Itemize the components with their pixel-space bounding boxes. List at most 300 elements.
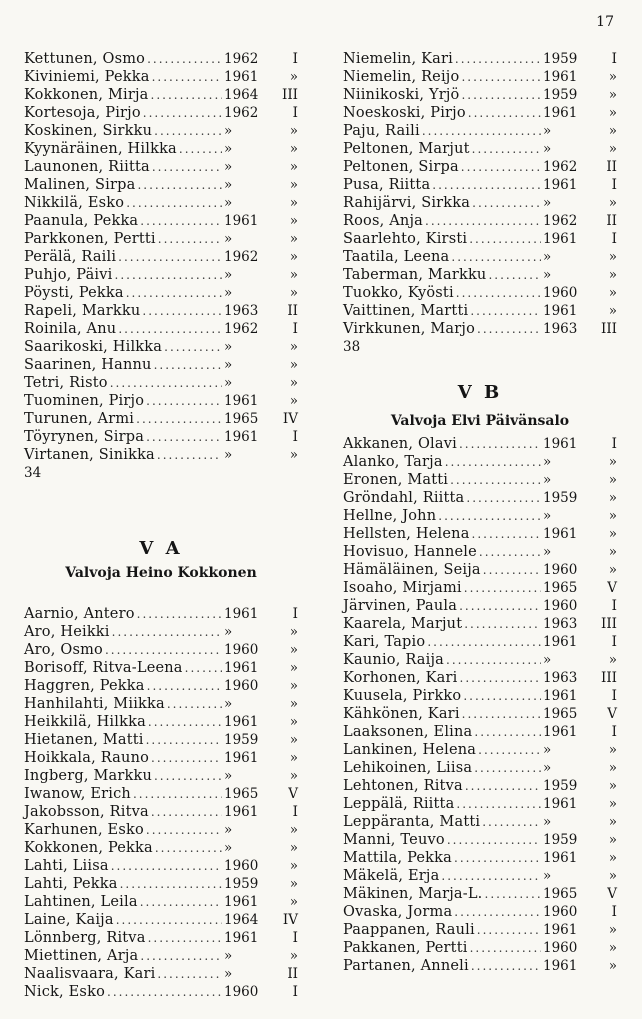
- leader-dots: [167, 695, 222, 713]
- list-item: [343, 831, 617, 849]
- class-heading: V A: [139, 538, 183, 559]
- birth-year: »: [543, 868, 552, 884]
- leader-dots: [470, 939, 541, 957]
- leader-dots: [485, 885, 542, 903]
- list-item: [343, 86, 617, 104]
- student-name: Peltonen, Marjut: [343, 141, 470, 157]
- class-level: IV: [282, 912, 298, 928]
- list-item: [24, 86, 298, 104]
- class-level: »: [608, 303, 617, 319]
- birth-year: 1961: [224, 714, 259, 730]
- leader-dots: [142, 302, 222, 320]
- birth-year: 1961: [224, 894, 259, 910]
- birth-year: 1965: [543, 580, 578, 596]
- list-item: [24, 659, 298, 677]
- leader-dots: [152, 68, 222, 86]
- student-name: Mäkelä, Erja: [343, 868, 440, 884]
- list-item: [24, 929, 298, 947]
- birth-year: »: [543, 249, 552, 265]
- list-item: [24, 194, 298, 212]
- student-name: Kaunio, Raija: [343, 652, 445, 668]
- class-level: III: [601, 670, 617, 686]
- leader-dots: [146, 731, 222, 749]
- birth-year: 1961: [224, 930, 259, 946]
- class-level: »: [608, 742, 617, 758]
- leader-dots: [474, 723, 541, 741]
- list-item: [343, 687, 617, 705]
- leader-dots: [157, 446, 222, 464]
- student-name: Noeskoski, Pirjo: [343, 105, 466, 121]
- list-item: [24, 122, 298, 140]
- student-name: Peltonen, Sirpa: [343, 159, 459, 175]
- leader-dots: [140, 212, 222, 230]
- birth-year: 1960: [224, 642, 259, 658]
- class-heading: V B: [457, 382, 503, 403]
- leader-dots: [447, 831, 541, 849]
- leader-dots: [143, 104, 222, 122]
- student-name: Nick, Esko: [24, 984, 105, 1000]
- list-item: [343, 122, 617, 140]
- list-item: [24, 767, 298, 785]
- birth-year: »: [543, 472, 552, 488]
- list-item: [24, 893, 298, 911]
- leader-dots: [470, 302, 541, 320]
- class-level: »: [608, 141, 617, 157]
- student-name: Manni, Teuvo: [343, 832, 445, 848]
- birth-year: 1961: [224, 660, 259, 676]
- student-name: Virkkunen, Marjo: [343, 321, 476, 337]
- student-name: Malinen, Sirpa: [24, 177, 136, 193]
- class-level: I: [611, 634, 617, 650]
- class-level: IV: [282, 411, 298, 427]
- leader-dots: [464, 615, 541, 633]
- class-level: »: [289, 213, 298, 229]
- birth-year: 1963: [543, 670, 578, 686]
- birth-year: 1959: [224, 876, 259, 892]
- list-item: [24, 68, 298, 86]
- leader-dots: [137, 176, 222, 194]
- leader-dots: [112, 623, 222, 641]
- class-level: »: [608, 87, 617, 103]
- list-item: [24, 875, 298, 893]
- class-level: I: [292, 51, 298, 67]
- leader-dots: [456, 795, 541, 813]
- class-level: »: [608, 454, 617, 470]
- class-level: II: [287, 966, 298, 982]
- student-name: Nikkilä, Esko: [24, 195, 125, 211]
- birth-year: »: [224, 357, 233, 373]
- student-name: Töyrynen, Sirpa: [24, 429, 145, 445]
- class-level: »: [608, 760, 617, 776]
- list-item: [24, 821, 298, 839]
- leader-dots: [111, 857, 222, 875]
- student-name: Vaittinen, Martti: [343, 303, 469, 319]
- birth-year: »: [543, 508, 552, 524]
- student-name: Leppäranta, Matti: [343, 814, 481, 830]
- birth-year: 1960: [543, 285, 578, 301]
- class-level: »: [289, 177, 298, 193]
- class-level: I: [611, 177, 617, 193]
- list-item: [343, 669, 617, 687]
- leader-dots: [179, 140, 222, 158]
- list-item: [24, 212, 298, 230]
- leader-dots: [146, 821, 222, 839]
- list-item: [343, 795, 617, 813]
- class-level: »: [608, 814, 617, 830]
- leader-dots: [472, 525, 541, 543]
- list-item: [343, 248, 617, 266]
- student-count: 34: [24, 465, 42, 481]
- birth-year: »: [543, 760, 552, 776]
- student-name: Rahijärvi, Sirkka: [343, 195, 471, 211]
- leader-dots: [152, 158, 222, 176]
- class-level: »: [608, 778, 617, 794]
- leader-dots: [118, 248, 222, 266]
- student-name: Eronen, Matti: [343, 472, 449, 488]
- list-item: [24, 104, 298, 122]
- class-level: II: [606, 213, 617, 229]
- birth-year: 1962: [224, 249, 259, 265]
- birth-year: »: [224, 840, 233, 856]
- birth-year: 1960: [543, 598, 578, 614]
- list-item: [24, 983, 298, 1001]
- student-name: Kuusela, Pirkko: [343, 688, 462, 704]
- student-name: Hovisuo, Hannele: [343, 544, 477, 560]
- class-level: »: [608, 490, 617, 506]
- leader-dots: [477, 320, 541, 338]
- birth-year: 1961: [224, 429, 259, 445]
- student-name: Korhonen, Kari: [343, 670, 458, 686]
- birth-year: 1961: [543, 688, 578, 704]
- class-level: »: [289, 768, 298, 784]
- list-item: [343, 507, 617, 525]
- birth-year: »: [224, 195, 233, 211]
- leader-dots: [120, 875, 222, 893]
- class-level: »: [608, 562, 617, 578]
- list-item: [343, 212, 617, 230]
- leader-dots: [107, 983, 222, 1001]
- list-item: [343, 705, 617, 723]
- list-item: [343, 284, 617, 302]
- student-name: Niemelin, Kari: [343, 51, 453, 67]
- list-item: [24, 803, 298, 821]
- class-level: III: [282, 87, 298, 103]
- class-list-top-right: [343, 50, 617, 338]
- student-name: Pakkanen, Pertti: [343, 940, 468, 956]
- student-name: Kähkönen, Kari: [343, 706, 460, 722]
- student-name: Rapeli, Markku: [24, 303, 141, 319]
- class-level: »: [608, 69, 617, 85]
- class-level: »: [608, 850, 617, 866]
- class-level: »: [289, 840, 298, 856]
- class-level: »: [289, 123, 298, 139]
- birth-year: 1962: [543, 159, 578, 175]
- birth-year: 1961: [543, 958, 578, 974]
- birth-year: »: [224, 375, 233, 391]
- list-item: [24, 266, 298, 284]
- list-item: [343, 813, 617, 831]
- class-list-vb: [343, 435, 617, 975]
- student-name: Lehtonen, Ritva: [343, 778, 463, 794]
- leader-dots: [450, 471, 541, 489]
- student-name: Paju, Raili: [343, 123, 420, 139]
- list-item: [343, 543, 617, 561]
- class-list-va: [24, 605, 298, 1001]
- leader-dots: [154, 356, 222, 374]
- leader-dots: [157, 965, 222, 983]
- birth-year: 1962: [224, 105, 259, 121]
- birth-year: 1964: [224, 87, 259, 103]
- birth-year: »: [543, 652, 552, 668]
- birth-year: »: [224, 447, 233, 463]
- birth-year: 1961: [543, 526, 578, 542]
- leader-dots: [456, 284, 541, 302]
- left-column: [24, 50, 298, 1001]
- birth-year: 1961: [543, 69, 578, 85]
- student-name: Paappanen, Rauli: [343, 922, 475, 938]
- student-name: Kortesoja, Pirjo: [24, 105, 141, 121]
- list-item: [24, 284, 298, 302]
- birth-year: »: [224, 339, 233, 355]
- class-level: »: [289, 249, 298, 265]
- student-name: Mäkinen, Marja-L.: [343, 886, 483, 902]
- birth-year: 1961: [543, 105, 578, 121]
- class-level: »: [289, 393, 298, 409]
- student-name: Roos, Anja: [343, 213, 423, 229]
- student-name: Kaarela, Marjut: [343, 616, 463, 632]
- list-item: [343, 320, 617, 338]
- class-level: I: [611, 231, 617, 247]
- leader-dots: [478, 741, 541, 759]
- class-level: »: [289, 876, 298, 892]
- birth-year: 1961: [224, 213, 259, 229]
- list-item: [343, 489, 617, 507]
- leader-dots: [461, 158, 541, 176]
- leader-dots: [455, 50, 541, 68]
- birth-year: 1965: [224, 411, 259, 427]
- student-name: Koskinen, Sirkku: [24, 123, 153, 139]
- class-level: I: [292, 606, 298, 622]
- student-name: Laine, Kaija: [24, 912, 114, 928]
- class-level: »: [608, 508, 617, 524]
- student-name: Saarinen, Hannu: [24, 357, 152, 373]
- birth-year: »: [224, 624, 233, 640]
- leader-dots: [469, 230, 541, 248]
- leader-dots: [110, 374, 222, 392]
- list-item: [24, 641, 298, 659]
- student-name: Hämäläinen, Seija: [343, 562, 481, 578]
- student-name: Saarlehto, Kirsti: [343, 231, 468, 247]
- birth-year: 1962: [224, 51, 259, 67]
- list-item: [343, 615, 617, 633]
- class-level: »: [289, 750, 298, 766]
- birth-year: 1961: [543, 724, 578, 740]
- student-name: Aro, Heikki: [24, 624, 110, 640]
- leader-dots: [155, 839, 222, 857]
- birth-year: »: [224, 966, 233, 982]
- class-level: »: [608, 958, 617, 974]
- class-level: »: [289, 69, 298, 85]
- list-item: [343, 777, 617, 795]
- list-item: [343, 471, 617, 489]
- birth-year: »: [543, 195, 552, 211]
- student-name: Kari, Tapio: [343, 634, 426, 650]
- list-item: [343, 867, 617, 885]
- student-name: Lankinen, Helena: [343, 742, 477, 758]
- student-name: Perälä, Raili: [24, 249, 117, 265]
- leader-dots: [105, 641, 222, 659]
- class-level: »: [289, 948, 298, 964]
- student-name: Hoikkala, Rauno: [24, 750, 150, 766]
- student-name: Miettinen, Arja: [24, 948, 139, 964]
- list-item: [24, 677, 298, 695]
- list-item: [343, 885, 617, 903]
- list-item: [343, 759, 617, 777]
- student-name: Tetri, Risto: [24, 375, 108, 391]
- student-name: Kokkonen, Pekka: [24, 840, 153, 856]
- list-item: [343, 939, 617, 957]
- class-level: »: [289, 195, 298, 211]
- class-level: »: [289, 660, 298, 676]
- leader-dots: [158, 230, 222, 248]
- class-level: »: [289, 624, 298, 640]
- list-item: [343, 104, 617, 122]
- leader-dots: [465, 777, 541, 795]
- class-level: »: [608, 526, 617, 542]
- class-level: »: [608, 285, 617, 301]
- class-level: I: [292, 321, 298, 337]
- birth-year: 1959: [543, 490, 578, 506]
- student-name: Gröndahl, Riitta: [343, 490, 465, 506]
- student-name: Roinila, Anu: [24, 321, 117, 337]
- class-level: »: [289, 858, 298, 874]
- class-level: »: [289, 678, 298, 694]
- class-supervisor: Valvoja Heino Kokkonen: [65, 565, 257, 581]
- birth-year: 1963: [543, 321, 578, 337]
- leader-dots: [148, 713, 222, 731]
- list-item: [343, 230, 617, 248]
- leader-dots: [468, 104, 541, 122]
- birth-year: »: [543, 814, 552, 830]
- class-level: I: [611, 904, 617, 920]
- leader-dots: [438, 507, 541, 525]
- leader-dots: [136, 410, 222, 428]
- student-name: Isoaho, Mirjami: [343, 580, 462, 596]
- student-name: Hanhilahti, Miikka: [24, 696, 165, 712]
- birth-year: »: [543, 267, 552, 283]
- birth-year: »: [224, 822, 233, 838]
- list-item: [24, 947, 298, 965]
- class-level: »: [289, 375, 298, 391]
- student-name: Partanen, Anneli: [343, 958, 469, 974]
- list-item: [343, 597, 617, 615]
- list-item: [343, 723, 617, 741]
- student-name: Niinikoski, Yrjö: [343, 87, 460, 103]
- birth-year: 1960: [543, 940, 578, 956]
- student-count: 38: [343, 339, 361, 355]
- student-name: Hellne, John: [343, 508, 437, 524]
- birth-year: »: [224, 696, 233, 712]
- leader-dots: [462, 705, 541, 723]
- student-name: Tuominen, Pirjo: [24, 393, 145, 409]
- list-item: [24, 446, 298, 464]
- leader-dots: [474, 759, 541, 777]
- list-item: [24, 302, 298, 320]
- birth-year: 1962: [543, 213, 578, 229]
- leader-dots: [459, 435, 541, 453]
- class-level: »: [289, 732, 298, 748]
- leader-dots: [460, 669, 542, 687]
- birth-year: 1959: [543, 87, 578, 103]
- birth-year: 1964: [224, 912, 259, 928]
- class-level: »: [608, 267, 617, 283]
- student-name: Taatila, Leena: [343, 249, 450, 265]
- leader-dots: [441, 867, 541, 885]
- student-name: Parkkonen, Pertti: [24, 231, 156, 247]
- student-name: Virtanen, Sinikka: [24, 447, 155, 463]
- leader-dots: [479, 543, 541, 561]
- leader-dots: [464, 579, 541, 597]
- leader-dots: [472, 194, 541, 212]
- leader-dots: [140, 947, 222, 965]
- student-name: Lahti, Pekka: [24, 876, 118, 892]
- leader-dots: [451, 248, 541, 266]
- list-item: [343, 651, 617, 669]
- class-level: I: [611, 724, 617, 740]
- leader-dots: [126, 194, 222, 212]
- leader-dots: [151, 803, 222, 821]
- leader-dots: [146, 392, 222, 410]
- list-item: [24, 374, 298, 392]
- student-name: Lönnberg, Ritva: [24, 930, 146, 946]
- class-level: »: [289, 141, 298, 157]
- student-name: Akkanen, Olavi: [343, 436, 457, 452]
- birth-year: 1961: [224, 393, 259, 409]
- birth-year: 1959: [543, 832, 578, 848]
- list-item: [343, 158, 617, 176]
- birth-year: 1961: [543, 796, 578, 812]
- birth-year: 1961: [543, 436, 578, 452]
- list-item: [343, 266, 617, 284]
- leader-dots: [427, 633, 541, 651]
- birth-year: »: [224, 768, 233, 784]
- list-item: [343, 903, 617, 921]
- student-name: Aro, Osmo: [24, 642, 103, 658]
- student-name: Iwanow, Erich: [24, 786, 131, 802]
- leader-dots: [147, 677, 222, 695]
- birth-year: 1959: [543, 51, 578, 67]
- class-level: II: [606, 159, 617, 175]
- birth-year: 1961: [543, 922, 578, 938]
- birth-year: »: [224, 141, 233, 157]
- list-item: [24, 911, 298, 929]
- class-level: »: [608, 123, 617, 139]
- birth-year: 1960: [543, 904, 578, 920]
- student-name: Aarnio, Antero: [24, 606, 135, 622]
- birth-year: »: [224, 231, 233, 247]
- leader-dots: [425, 212, 541, 230]
- leader-dots: [445, 453, 541, 471]
- leader-dots: [488, 266, 541, 284]
- birth-year: 1960: [224, 858, 259, 874]
- birth-year: 1959: [224, 732, 259, 748]
- student-name: Pöysti, Pekka: [24, 285, 124, 301]
- birth-year: »: [543, 544, 552, 560]
- student-name: Turunen, Armi: [24, 411, 135, 427]
- birth-year: 1961: [224, 606, 259, 622]
- class-level: »: [608, 195, 617, 211]
- leader-dots: [461, 68, 541, 86]
